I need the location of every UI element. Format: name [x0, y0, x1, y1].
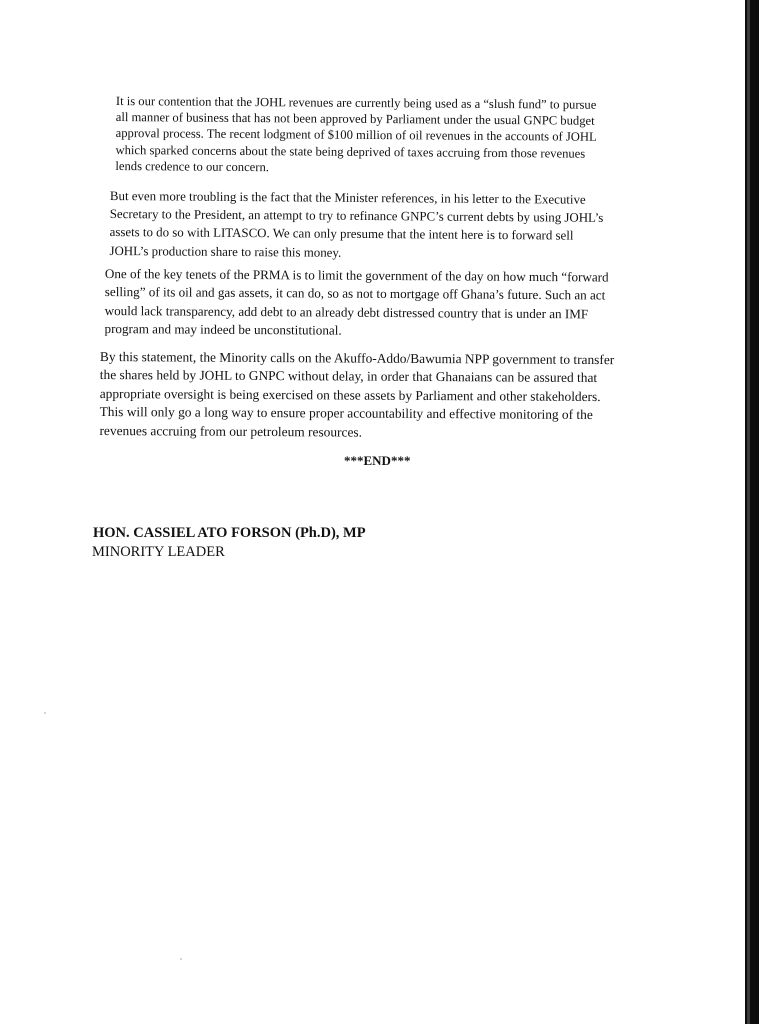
- paragraph-line: approval process. The recent lodgment of $100 million of oil revenues in the accounts of JOHL: [115, 126, 597, 145]
- end-marker: ***END***: [344, 453, 411, 468]
- paragraph-line: would lack transparency, add debt to an already debt distressed country that is under an IMF: [104, 302, 589, 321]
- paragraph-statement: [99, 348, 614, 443]
- paragraph-line: It is our contention that the JOHL revenues are currently being used as a “slush fund” to pursue: [115, 93, 597, 112]
- paragraph-line: Secretary to the President, an attempt to try to refinance GNPC’s current debts by using JOHL’s: [109, 207, 604, 226]
- paragraph-line: But even more troubling is the fact that the Minister references, in his letter to the Executive: [109, 188, 586, 207]
- paragraph-line: the shares held by JOHL to GNPC without delay, in order that Ghanaians can be assured that: [99, 367, 598, 386]
- signatory-name: HON. CASSIEL ATO FORSON (Ph.D), MP: [93, 525, 366, 541]
- paragraph-line: lends credence to our concern.: [115, 158, 269, 175]
- paragraph-line: revenues accruing from our petroleum resources.: [99, 422, 363, 440]
- paragraph-line: which sparked concerns about the state being deprived of taxes accruing from those revenues: [115, 142, 586, 161]
- paragraph-line: This will only go a long way to ensure proper accountability and effective monitoring of the: [99, 404, 593, 423]
- scan-speck: [44, 712, 46, 714]
- paragraph-line: By this statement, the Minority calls on the Akuffo-Addo/Bawumia NPP government to transfer: [99, 348, 615, 368]
- paragraph-slush-fund: [115, 93, 597, 178]
- paragraph-line: assets to do so with LITASCO. We can only presume that the intent here is to forward sell: [109, 225, 574, 244]
- signatory-title: MINORITY LEADER: [92, 544, 225, 560]
- paragraph-line: JOHL’s production share to raise this money.: [109, 243, 342, 260]
- paragraph-line: One of the key tenets of the PRMA is to limit the government of the day on how much “forward: [104, 265, 609, 285]
- paragraph-line: all manner of business that has not been approved by Parliament under the usual GNPC budget: [115, 110, 595, 128]
- paragraph-line: appropriate oversight is being exercised on these assets by Parliament and other stakeholders.: [99, 385, 601, 404]
- scan-speck: [180, 958, 182, 960]
- paragraph-line: program and may indeed be unconstitutional.: [104, 320, 342, 338]
- scrollbar-thumb[interactable]: [747, 0, 750, 1024]
- paragraph-line: selling” of its oil and gas assets, it can do, so as not to mortgage off Ghana’s future. Such an act: [104, 284, 606, 303]
- paragraph-refinance: [109, 187, 603, 264]
- paragraph-prma: [104, 265, 608, 342]
